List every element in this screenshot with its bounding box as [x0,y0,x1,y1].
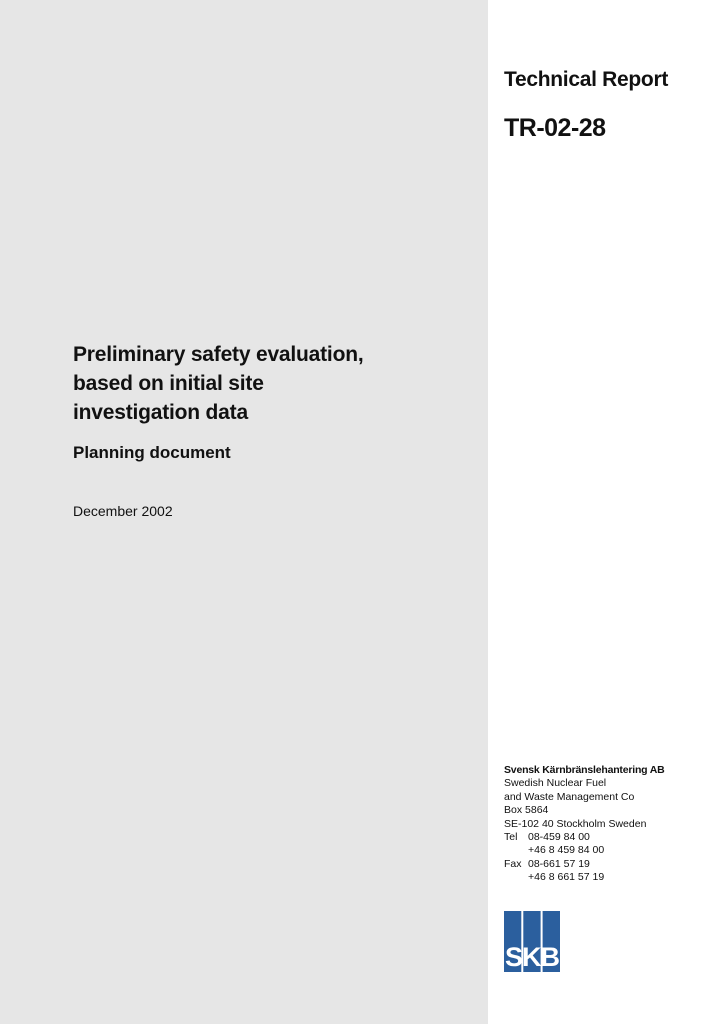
tel-row-international [504,844,714,857]
document-title-line: investigation data [73,401,248,424]
fax-row-international [504,871,714,884]
fax-label: Fax [504,857,522,870]
address-line: SE-102 40 Stockholm Sweden [504,817,647,830]
document-subtitle: Planning document [73,443,231,462]
document-date: December 2002 [73,503,173,519]
document-title-line: based on initial site [73,372,264,395]
svg-text:SKB: SKB [504,942,560,972]
fax-number: 08-661 57 19 [528,857,590,870]
fax-row [504,858,714,871]
report-number: TR-02-28 [504,114,606,142]
tel-row [504,831,714,844]
document-title [73,340,473,427]
document-title-line: Preliminary safety evaluation, [73,343,364,366]
report-type: Technical Report [504,68,669,91]
skb-logo [504,911,560,972]
organization-name: Svensk Kärnbränslehantering AB [504,764,665,776]
fax-number-international: +46 8 661 57 19 [528,871,605,884]
address-line: Swedish Nuclear Fuel [504,777,607,790]
address-line: Box 5864 [504,804,549,817]
tel-number: 08-459 84 00 [528,831,590,844]
tel-number-international: +46 8 459 84 00 [528,844,605,857]
organization-address-block [504,764,714,885]
address-line: and Waste Management Co [504,790,635,803]
tel-label: Tel [504,831,518,844]
